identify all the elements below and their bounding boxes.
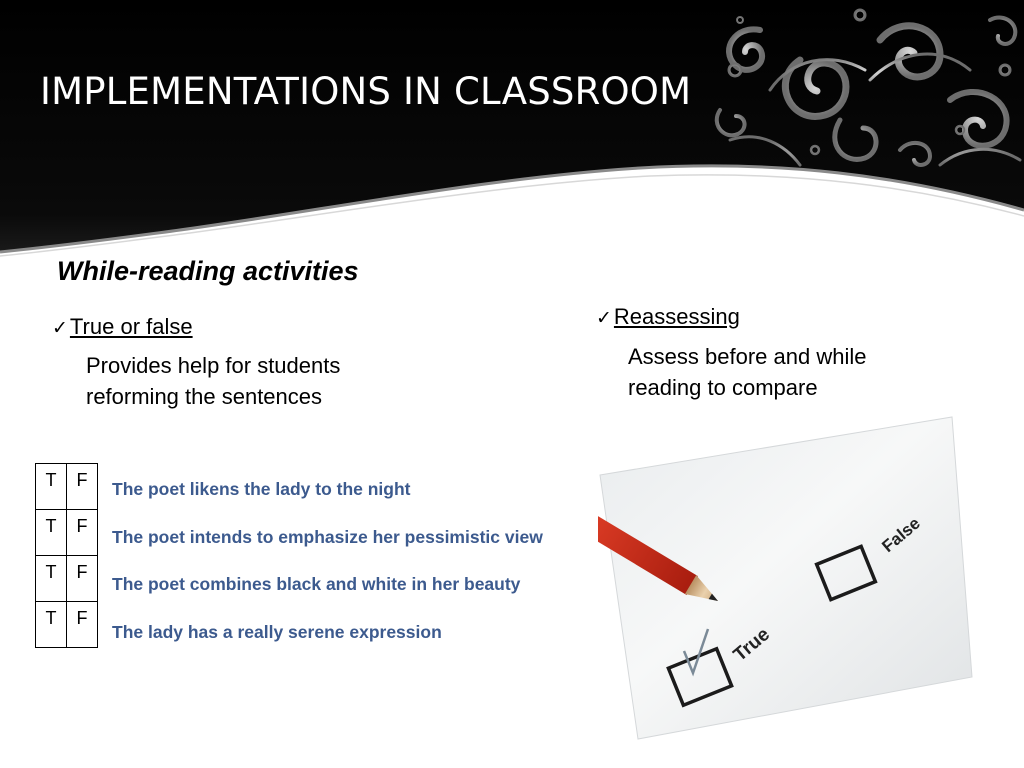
true-cell: T [36,556,67,602]
false-cell: F [67,602,98,648]
false-cell: F [67,556,98,602]
header-banner [0,0,1024,260]
bullet-description [628,341,948,403]
bullet-label: Reassessing [613,304,740,329]
statement-list [112,479,543,669]
true-false-pencil-photo [598,415,978,745]
statement-item: The poet intends to emphasize her pessimistic view [112,526,543,547]
true-cell: T [36,602,67,648]
paper [600,417,972,739]
description-line: reforming the sentences [86,384,323,409]
description-line: Provides help for students [86,353,341,378]
bullet-description [86,350,426,412]
description-line: Assess before and while [628,344,867,369]
table-row [36,510,98,556]
bullet-true-or-false [52,314,193,340]
table-row [36,602,98,648]
true-cell: T [36,510,67,556]
statement-item: The poet likens the lady to the night [112,479,411,499]
table-row [36,556,98,602]
bullet-reassessing [596,304,740,330]
true-false-table [35,463,98,648]
check-icon: ✓ [52,317,68,339]
true-cell: T [36,464,67,510]
check-icon: ✓ [596,307,612,329]
table-row [36,464,98,510]
false-cell: F [67,510,98,556]
statement-item: The poet combines black and white in her beauty [112,574,521,594]
slide-title: IMPLEMENTATIONS IN CLASSROOM [40,70,692,113]
statement-item: The lady has a really serene expression [112,621,442,642]
false-cell: F [67,464,98,510]
true-label: True [729,623,774,666]
section-subtitle: While-reading activities [57,256,359,286]
bullet-label: True or false [69,314,193,339]
false-label: False [878,513,924,557]
description-line: reading to compare [628,375,818,400]
